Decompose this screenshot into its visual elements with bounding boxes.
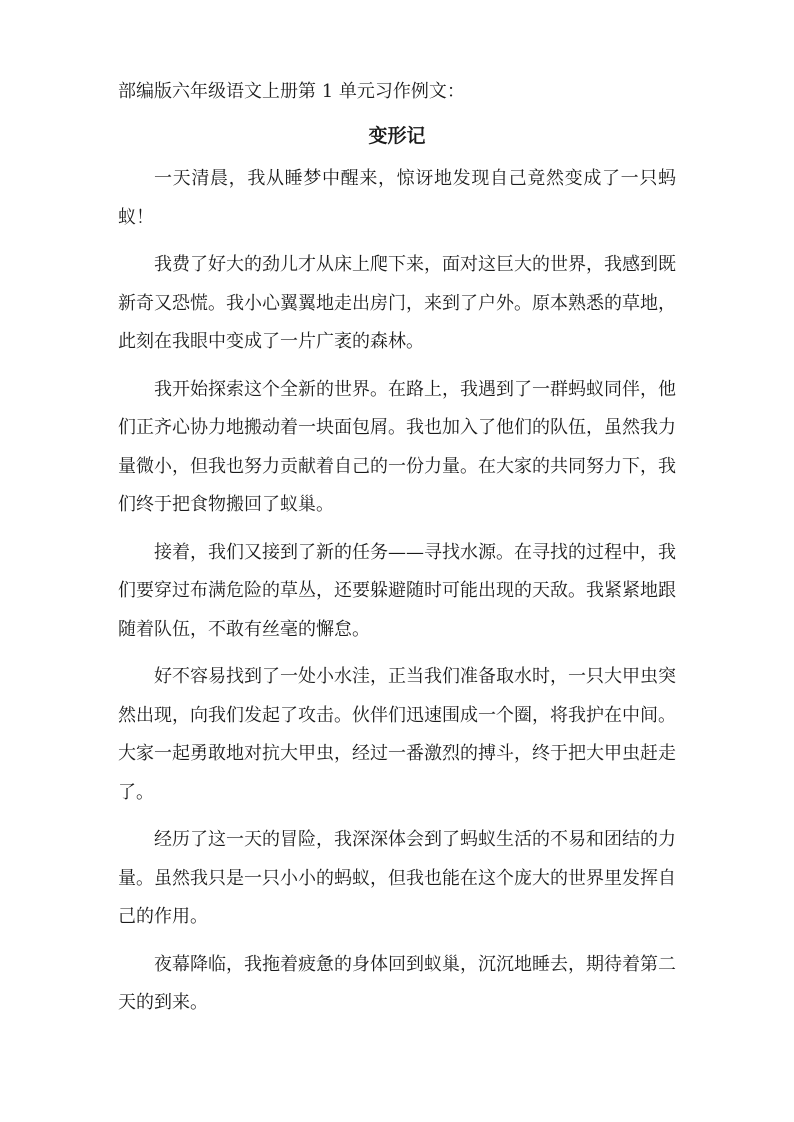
document-header: 部编版六年级语文上册第 1 单元习作例文：	[118, 81, 465, 102]
paragraph-6: 经历了这一天的冒险，我深深体会到了蚂蚁生活的不易和团结的力量。虽然我只是一只小小的蚂蚁，但我也能在这个庞大的世界里发挥自己的作用。	[118, 829, 676, 927]
paragraph-3: 我开始探索这个全新的世界。在路上，我遇到了一群蚂蚁同伴，他们正齐心协力地搬动着一块面包屑。我也加入了他们的队伍，虽然我力量微小，但我也努力贡献着自己的一份力量。在大家的共同努力下，我们终于把食物搬回了蚁巢。	[118, 378, 676, 515]
essay-title: 变形记	[368, 125, 426, 147]
paragraph-5: 好不容易找到了一处小水洼，正当我们准备取水时，一只大甲虫突然出现，向我们发起了攻击。伙伴们迅速围成一个圈，将我护在中间。大家一起勇敢地对抗大甲虫，经过一番激烈的搏斗，终于把大甲虫赶走了。	[118, 666, 676, 803]
paragraph-4: 接着，我们又接到了新的任务——寻找水源。在寻找的过程中，我们要穿过布满危险的草丛，还要躲避随时可能出现的天敌。我紧紧地跟随着队伍，不敢有丝毫的懈怠。	[118, 541, 676, 640]
paragraph-1: 一天清晨，我从睡梦中醒来，惊讶地发现自己竟然变成了一只蚂蚁！	[118, 168, 676, 228]
paragraph-7: 夜幕降临，我拖着疲惫的身体回到蚁巢，沉沉地睡去，期待着第二天的到来。	[118, 953, 676, 1013]
paragraph-2: 我费了好大的劲儿才从床上爬下来，面对这巨大的世界，我感到既新奇又恐慌。我小心翼翼地走出房门，来到了户外。原本熟悉的草地，此刻在我眼中变成了一片广袤的森林。	[118, 254, 676, 352]
